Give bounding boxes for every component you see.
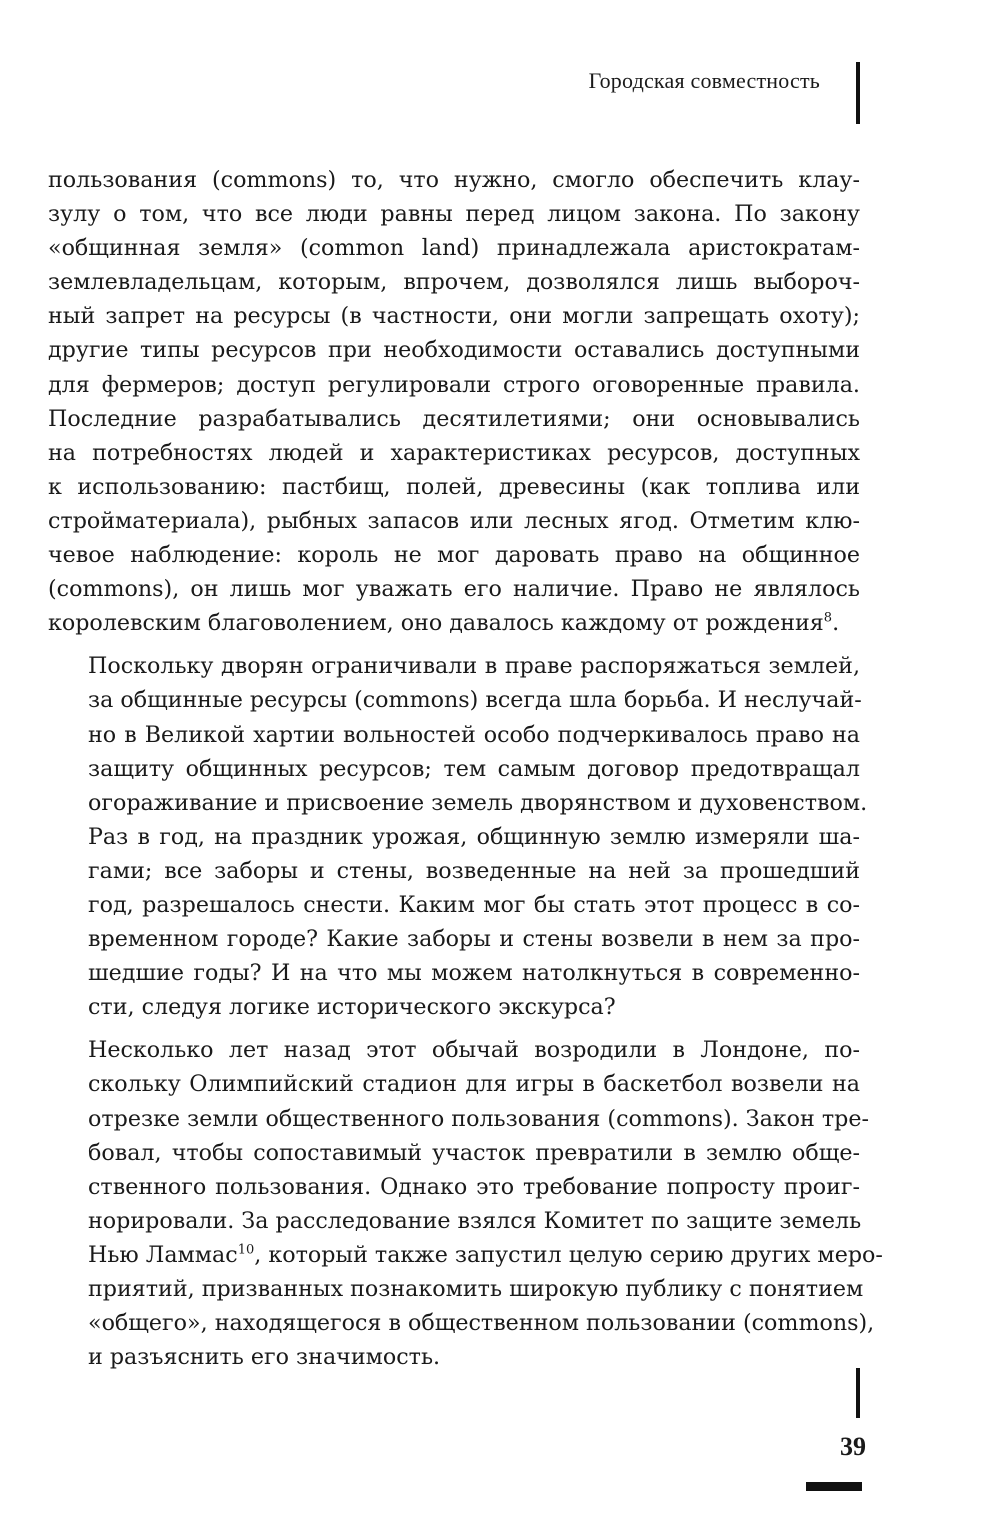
text-line: но в Великой хартии вольностей особо подчеркивалось право на xyxy=(88,721,860,748)
footer-bar xyxy=(806,1482,862,1491)
text-line xyxy=(48,606,860,640)
text-line: защиту общинных ресурсов; тем самым договор предотвращал xyxy=(88,755,860,782)
text-line: бовал, чтобы сопоставимый участок превратили в землю обще- xyxy=(88,1139,860,1166)
text-line: чевое наблюдение: король не мог даровать право на общинное xyxy=(48,542,860,569)
text-line: к использованию: пастбищ, полей, древесины (как топлива или xyxy=(48,473,860,500)
header-rule xyxy=(856,62,860,124)
text-line: другие типы ресурсов при необходимости оставались доступными xyxy=(48,337,860,364)
text-line: норировали. За расследование взялся Комитет по защите земель xyxy=(88,1207,862,1234)
text-line: зулу о том, что все люди равны перед лицом закона. По закону xyxy=(48,201,860,228)
paragraph-3 xyxy=(48,1033,883,1374)
text-line: временном городе? Какие заборы и стены возвели в нем за про- xyxy=(88,926,860,953)
text-line: стройматериала), рыбных запасов или лесных ягод. Отметим клю- xyxy=(48,507,860,534)
text-line: «общего», находящегося в общественном пользовании (commons), xyxy=(88,1310,875,1337)
text-line: скольку Олимпийский стадион для игры в баскетбол возвели на xyxy=(88,1071,860,1098)
text-line: за общинные ресурсы (commons) всегда шла борьба. И неслучай- xyxy=(88,687,862,714)
body-text xyxy=(48,163,883,1374)
text-line: «общинная земля» (common land) принадлежала аристократам- xyxy=(48,235,860,262)
text-line: землевладельцам, которым, впрочем, дозволялся лишь выбороч- xyxy=(48,269,860,296)
footer-rule xyxy=(856,1368,860,1418)
text-line: сти, следуя логике исторического экскурса? xyxy=(88,994,616,1021)
text-line: Несколько лет назад этот обычай возродили в Лондоне, по- xyxy=(88,1037,860,1064)
text-line: гами; все заборы и стены, возведенные на ней за прошедший xyxy=(88,857,860,884)
text-line: огораживание и присвоение земель дворянством и духовенством. xyxy=(88,789,868,816)
text-line: Последние разрабатывались десятилетиями; они основывались xyxy=(48,405,860,432)
text-fragment: Нью Ламмас xyxy=(88,1241,238,1268)
text-line: приятий, призванных познакомить широкую публику с понятием xyxy=(88,1276,864,1302)
text-line: год, разрешалось снести. Каким мог бы стать этот процесс в со- xyxy=(88,891,860,918)
paragraph-2 xyxy=(48,649,868,1024)
text-fragment: . xyxy=(832,610,840,637)
text-line: шедшие годы? И на что мы можем натолкнуться в современно- xyxy=(88,960,860,987)
text-fragment: королевским благоволением, оно давалось каждому от рождения xyxy=(48,610,824,637)
text-line: на потребностях людей и характеристиках ресурсов, доступных xyxy=(48,439,860,466)
text-line xyxy=(48,1238,883,1272)
text-line: пользования (commons) то, что нужно, смогло обеспечить клау- xyxy=(48,167,860,193)
text-line: (commons), он лишь мог уважать его наличие. Право не являлось xyxy=(48,576,860,603)
text-fragment: , который также запустил целую серию других меро- xyxy=(254,1241,883,1268)
running-title: Городская совместность xyxy=(588,68,820,93)
page-number: 39 xyxy=(840,1432,866,1461)
footnote-marker-8[interactable]: 8 xyxy=(823,610,833,626)
text-line: отрезке земли общественного пользования (commons). Закон тре- xyxy=(88,1105,869,1132)
text-line: для фермеров; доступ регулировали строго оговоренные правила. xyxy=(48,371,860,398)
footnote-marker-10[interactable]: 10 xyxy=(237,1242,255,1258)
text-line: ственного пользования. Однако это требование попросту проиг- xyxy=(88,1173,860,1200)
paragraph-1 xyxy=(48,163,860,640)
text-line: Поскольку дворян ограничивали в праве распоряжаться землей, xyxy=(88,653,860,680)
text-line: и разъяснить его значимость. xyxy=(88,1344,441,1371)
text-line: ный запрет на ресурсы (в частности, они могли запрещать охоту); xyxy=(48,303,860,330)
text-line: Раз в год, на праздник урожая, общинную землю измеряли ша- xyxy=(88,823,860,850)
